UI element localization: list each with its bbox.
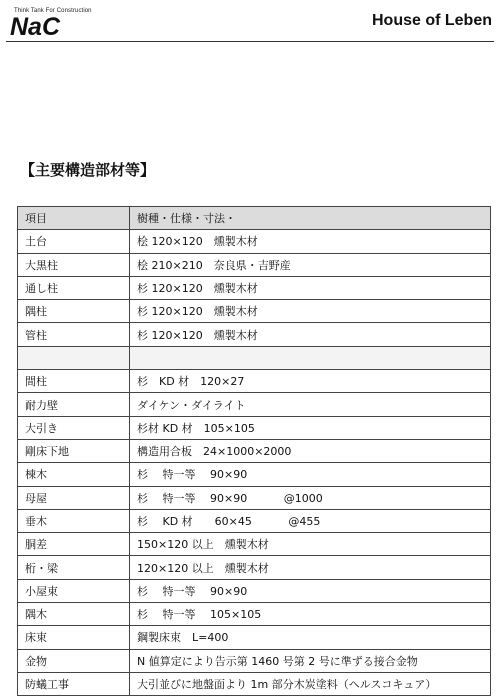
table-row [18,346,491,369]
row-spec-cell: 杉 特一等 90×90 [130,579,491,602]
row-spec-cell: 大引並びに地盤面より 1m 部分木炭塗料（ヘルスコキュア） [130,672,491,695]
table-row [18,230,491,253]
table-row [18,276,491,299]
row-item-cell: 棟木 [18,463,130,486]
row-spec-cell: 杉 特一等 90×90 [130,463,491,486]
row-item-cell: 胴差 [18,533,130,556]
row-item-cell: 防蟻工事 [18,672,130,695]
logo-text: NaC [10,14,61,38]
row-item-cell: 土台 [18,230,130,253]
column-header-item: 項目 [18,207,130,230]
table-row [18,533,491,556]
row-spec-cell: 杉 KD 材 60×45 @455 [130,509,491,532]
row-spec-cell: 桧 120×120 燻製木材 [130,230,491,253]
row-item-cell: 大引き [18,416,130,439]
row-item-cell: 小屋束 [18,579,130,602]
row-item-cell: 母屋 [18,486,130,509]
row-item-cell: 管柱 [18,323,130,346]
row-spec-cell: 120×120 以上 燻製木材 [130,556,491,579]
table-row [18,649,491,672]
table-row [18,416,491,439]
logo-mark-icon [10,14,76,38]
row-spec-cell: 杉 120×120 燻製木材 [130,300,491,323]
table-row [18,370,491,393]
row-spec-cell: N 値算定により告示第 1460 号第 2 号に準ずる接合金物 [130,649,491,672]
table-row [18,672,491,695]
row-spec-cell: 鋼製床束 L=400 [130,626,491,649]
column-header-spec: 樹種・仕様・寸法・ [130,207,491,230]
table-row [18,579,491,602]
row-item-cell: 床束 [18,626,130,649]
structural-members-table [17,206,491,696]
row-spec-cell: 杉 KD 材 120×27 [130,370,491,393]
row-spec-cell: ダイケン・ダイライト [130,393,491,416]
row-item-cell: 隅柱 [18,300,130,323]
row-item-cell: 金物 [18,649,130,672]
row-spec-cell: 杉材 KD 材 105×105 [130,416,491,439]
table-row [18,323,491,346]
row-item-cell: 隅木 [18,603,130,626]
row-item-cell [18,346,130,369]
table-row [18,439,491,462]
row-spec-cell: 構造用合板 24×1000×2000 [130,439,491,462]
row-spec-cell: 杉 特一等 105×105 [130,603,491,626]
logo-tagline: Think Tank For Construction [14,8,92,14]
table-row [18,463,491,486]
row-item-cell: 耐力壁 [18,393,130,416]
table-row [18,300,491,323]
table-body [18,230,491,696]
table-row [18,603,491,626]
table-row [18,626,491,649]
table-row [18,556,491,579]
table-header-row [18,207,491,230]
section-title: 【主要構造部材等】 [20,161,156,179]
row-spec-cell [130,346,491,369]
row-item-cell: 間柱 [18,370,130,393]
row-item-cell: 通し柱 [18,276,130,299]
row-item-cell: 桁・梁 [18,556,130,579]
table-row [18,486,491,509]
row-item-cell: 大黒柱 [18,253,130,276]
row-item-cell: 垂木 [18,509,130,532]
table-row [18,393,491,416]
table-row [18,509,491,532]
row-spec-cell: 杉 特一等 90×90 @1000 [130,486,491,509]
row-spec-cell: 桧 210×210 奈良県・吉野産 [130,253,491,276]
header-divider [6,41,494,42]
table-row [18,253,491,276]
row-spec-cell: 杉 120×120 燻製木材 [130,276,491,299]
brand-title: House of Leben [371,12,492,29]
row-item-cell: 剛床下地 [18,439,130,462]
company-logo [6,4,92,38]
row-spec-cell: 杉 120×120 燻製木材 [130,323,491,346]
row-spec-cell: 150×120 以上 燻製木材 [130,533,491,556]
